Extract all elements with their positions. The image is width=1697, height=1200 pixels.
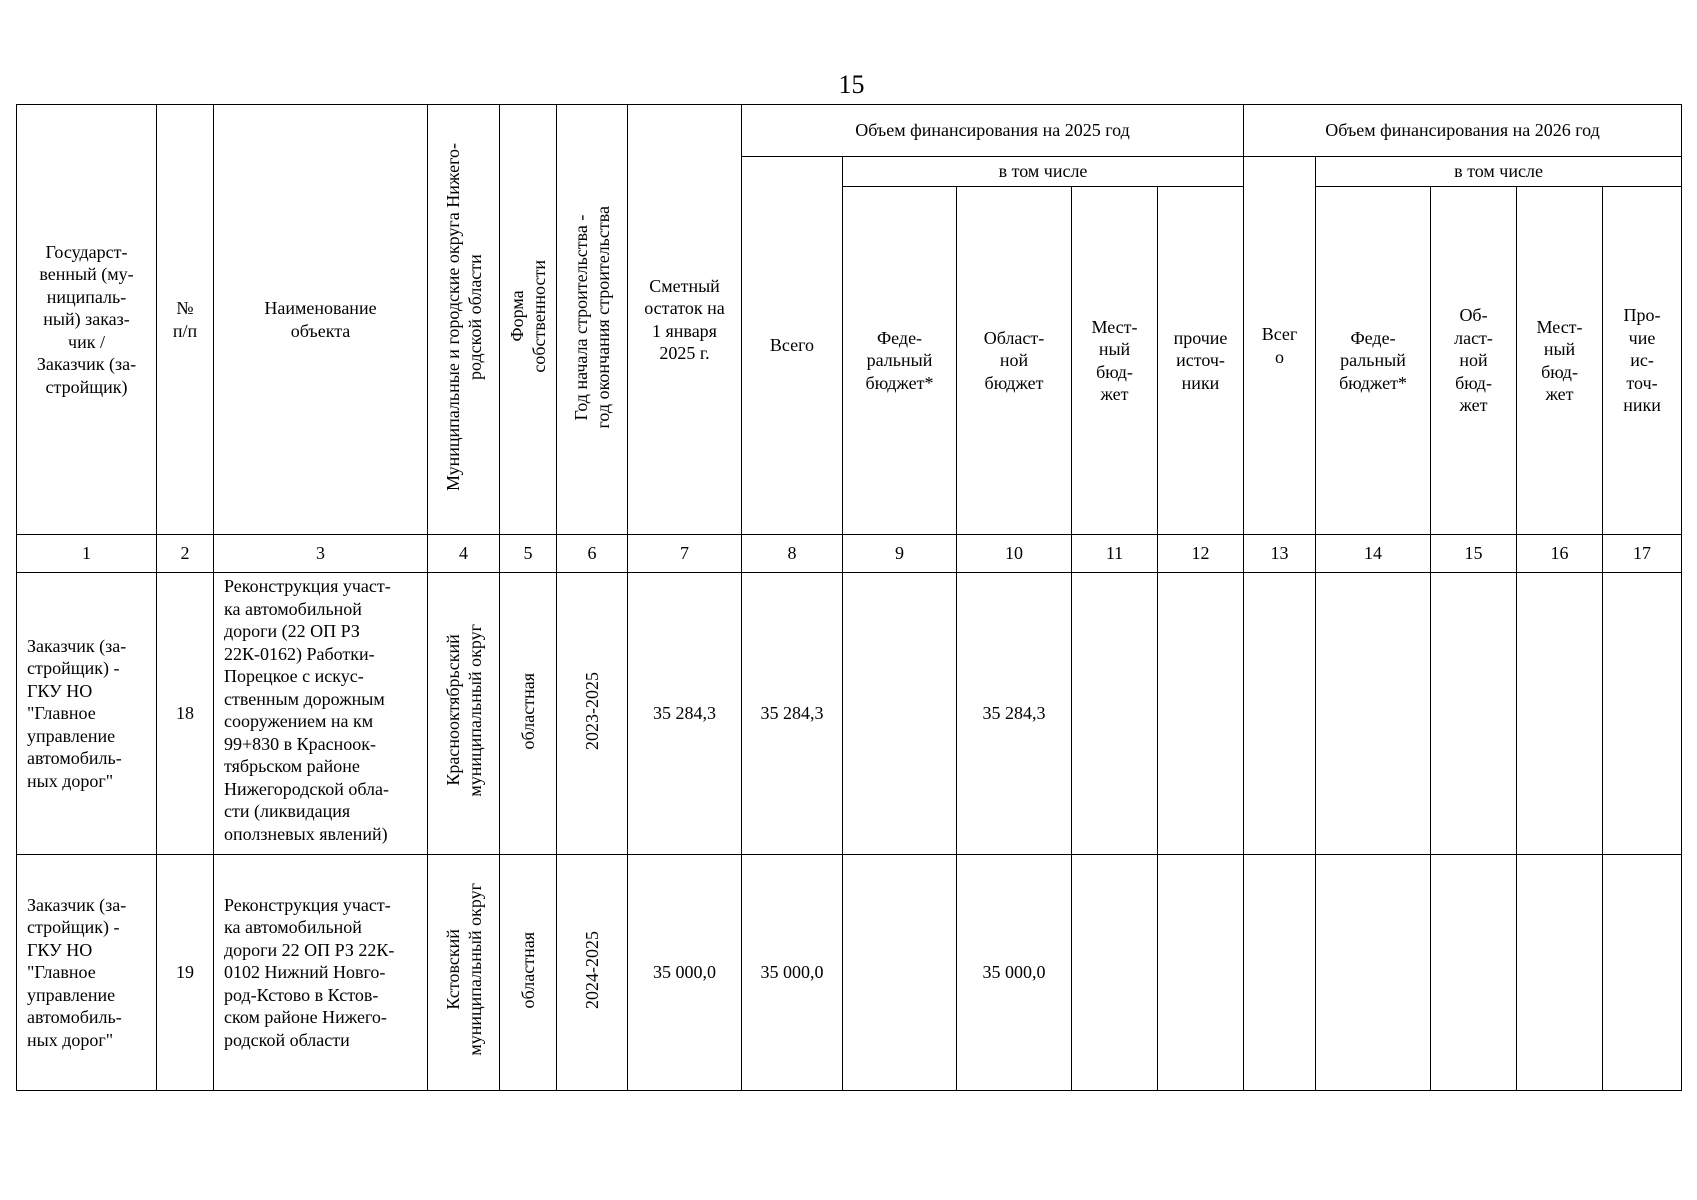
- investment-program-table: [16, 104, 1682, 1091]
- header-years: Год начала строительства - год окончания строительства: [557, 105, 628, 535]
- row-object-name: Реконструкция участ- ка автомобильной дороги 22 ОП РЗ 22К- 0102 Нижний Новго- род-Кстово в Кстов- ском районе Нижего- родской области: [214, 855, 428, 1091]
- column-number: 1: [17, 535, 157, 573]
- column-number: 14: [1316, 535, 1431, 573]
- header-balance: Сметный остаток на 1 января 2025 г.: [628, 105, 742, 535]
- row-local-2025: [1072, 855, 1158, 1091]
- column-number: 17: [1603, 535, 1682, 573]
- row-total-2026: [1244, 855, 1316, 1091]
- row-regional-2025: 35 000,0: [957, 855, 1072, 1091]
- row-total-2026: [1244, 573, 1316, 855]
- header-2026-other: Про- чие ис- точ- ники: [1603, 187, 1682, 535]
- row-local-2026: [1517, 573, 1603, 855]
- header-2026-incl: в том числе: [1316, 157, 1682, 187]
- column-number: 16: [1517, 535, 1603, 573]
- header-2025-incl: в том числе: [843, 157, 1244, 187]
- row-ownership: областная: [500, 855, 557, 1091]
- table-row: [17, 855, 1682, 1091]
- column-number: 6: [557, 535, 628, 573]
- row-local-2026: [1517, 855, 1603, 1091]
- row-balance: 35 000,0: [628, 855, 742, 1091]
- table-row: [17, 573, 1682, 855]
- row-federal-2025: [843, 855, 957, 1091]
- page-number: 15: [838, 70, 865, 99]
- row-customer: Заказчик (за- стройщик) - ГКУ НО "Главное управление автомобиль- ных дорог": [17, 855, 157, 1091]
- row-other-2026: [1603, 855, 1682, 1091]
- row-number: 18: [157, 573, 214, 855]
- column-number: 11: [1072, 535, 1158, 573]
- row-balance: 35 284,3: [628, 573, 742, 855]
- row-regional-2026: [1431, 573, 1517, 855]
- column-number: 13: [1244, 535, 1316, 573]
- row-local-2025: [1072, 573, 1158, 855]
- column-number: 12: [1158, 535, 1244, 573]
- row-regional-2025: 35 284,3: [957, 573, 1072, 855]
- header-customer: Государст- венный (му- ниципаль- ный) заказ- чик / Заказчик (за- стройщик): [17, 105, 157, 535]
- row-other-2025: [1158, 573, 1244, 855]
- row-federal-2026: [1316, 855, 1431, 1091]
- row-regional-2026: [1431, 855, 1517, 1091]
- header-2026-regional: Об- ласт- ной бюд- жет: [1431, 187, 1517, 535]
- column-number: 15: [1431, 535, 1517, 573]
- row-federal-2026: [1316, 573, 1431, 855]
- header-object-name: Наименование объекта: [214, 105, 428, 535]
- row-years: 2023-2025: [557, 573, 628, 855]
- column-number: 3: [214, 535, 428, 573]
- header-2025-regional: Област- ной бюджет: [957, 187, 1072, 535]
- header-row-1: [17, 105, 1682, 157]
- row-total-2025: 35 284,3: [742, 573, 843, 855]
- header-2026-federal: Феде- ральный бюджет*: [1316, 187, 1431, 535]
- header-2026-total: Всег о: [1244, 157, 1316, 535]
- column-number: 2: [157, 535, 214, 573]
- header-fin-2025-title: Объем финансирования на 2025 год: [742, 105, 1244, 157]
- header-fin-2026-title: Объем финансирования на 2026 год: [1244, 105, 1682, 157]
- row-ownership: областная: [500, 573, 557, 855]
- column-number: 9: [843, 535, 957, 573]
- header-municipality: Муниципальные и городские округа Нижего- родской области: [428, 105, 500, 535]
- header-ownership: Форма собственности: [500, 105, 557, 535]
- row-object-name: Реконструкция участ- ка автомобильной дороги (22 ОП РЗ 22К-0162) Работки- Порецкое с искус- ственным дорожным сооружением на км 99+830 в Красноок- тябрьском районе Нижегородской обла- сти (ликвидация оползневых явлений): [214, 573, 428, 855]
- header-2025-total: Всего: [742, 157, 843, 535]
- column-number: 4: [428, 535, 500, 573]
- row-other-2026: [1603, 573, 1682, 855]
- header-2026-local: Мест- ный бюд- жет: [1517, 187, 1603, 535]
- row-municipality: Краснооктябрьский муниципальный округ: [428, 573, 500, 855]
- column-number: 10: [957, 535, 1072, 573]
- column-number: 5: [500, 535, 557, 573]
- row-municipality: Кстовский муниципальный округ: [428, 855, 500, 1091]
- header-2025-other: прочие источ- ники: [1158, 187, 1244, 535]
- row-federal-2025: [843, 573, 957, 855]
- header-2025-federal: Феде- ральный бюджет*: [843, 187, 957, 535]
- header-2025-local: Мест- ный бюд- жет: [1072, 187, 1158, 535]
- column-number: 8: [742, 535, 843, 573]
- row-total-2025: 35 000,0: [742, 855, 843, 1091]
- row-other-2025: [1158, 855, 1244, 1091]
- row-years: 2024-2025: [557, 855, 628, 1091]
- column-numbers-row: [17, 535, 1682, 573]
- column-number: 7: [628, 535, 742, 573]
- row-customer: Заказчик (за- стройщик) - ГКУ НО "Главное управление автомобиль- ных дорог": [17, 573, 157, 855]
- header-number: № п/п: [157, 105, 214, 535]
- row-number: 19: [157, 855, 214, 1091]
